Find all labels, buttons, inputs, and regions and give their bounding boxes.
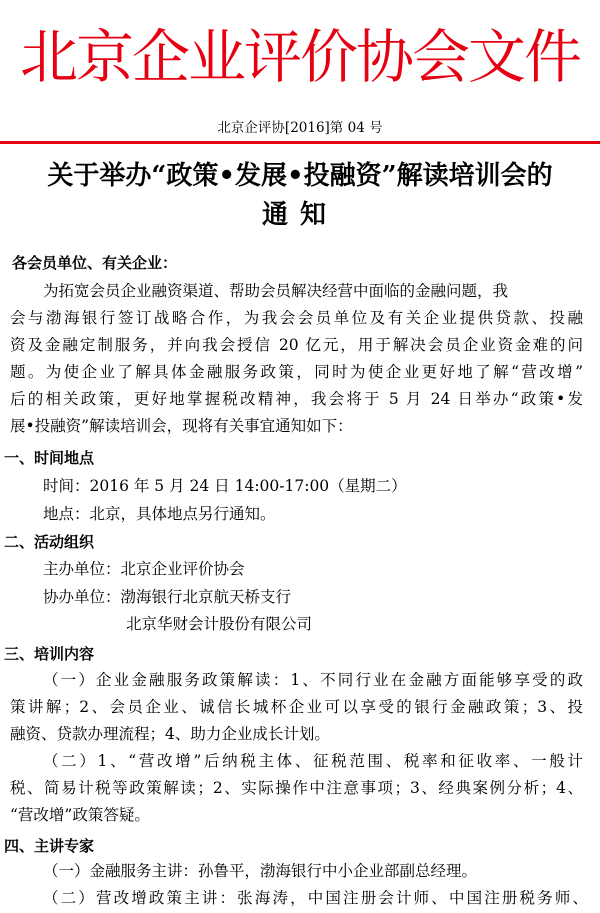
section-heading-speakers: 四、主讲专家 — [4, 837, 95, 855]
section-line: 主办单位：北京企业评价协会 — [43, 560, 245, 578]
section-line: 协办单位：渤海银行北京航天桥支行 — [43, 588, 292, 606]
section-line: （一）企业金融服务政策解读：1、不同行业在金融方面能够享受的政 — [43, 671, 583, 689]
section-line: 策讲解；2、会员企业、诚信长城杯企业可以享受的银行金融政策；3、投 — [10, 698, 583, 716]
red-divider-line — [0, 141, 600, 144]
section-line: 融资、贷款办理流程；4、助力企业成长计划。 — [10, 725, 330, 743]
intro-line: 题。为使企业了解具体金融服务政策，同时为使企业更好地了解“营改增” — [10, 363, 583, 381]
section-line: 北京华财会计股份有限公司 — [126, 615, 313, 633]
section-heading-training-content: 三、培训内容 — [4, 645, 95, 663]
section-line: 税、简易计税等政策解读；2、实际操作中注意事项；3、经典案例分析；4、 — [10, 779, 583, 797]
org-masthead-title: 北京企业评价协会文件 — [20, 23, 581, 91]
section-line: （一）金融服务主讲：孙鲁平，渤海银行中小企业部副总经理。 — [43, 862, 478, 880]
section-line: 时间：2016 年 5 月 24 日 14:00-17:00（星期二） — [43, 477, 407, 495]
intro-line: 会与渤海银行签订战略合作，为我会会员单位及有关企业提供贷款、投融 — [10, 309, 583, 327]
intro-line: 为拓宽会员企业融资渠道、帮助会员解决经营中面临的金融问题，我 — [43, 282, 509, 300]
intro-line: 展•投融资”解读培训会，现将有关事宜通知如下： — [10, 417, 353, 435]
notice-title-line-2: 通知 — [261, 200, 338, 230]
intro-line: 资及金融定制服务，并向我会授信 20 亿元，用于解决会员企业资金难的问 — [10, 336, 583, 354]
section-heading-time-place: 一、时间地点 — [4, 449, 95, 467]
section-line: （二）1、“营改增”后纳税主体、征税范围、税率和征收率、一般计 — [43, 752, 583, 770]
section-line: “营改增”政策答疑。 — [10, 806, 150, 824]
salutation: 各会员单位、有关企业： — [12, 254, 178, 272]
section-line: 地点：北京，具体地点另行通知。 — [43, 505, 276, 523]
section-line: （二）营改增政策主讲：张海涛，中国注册会计师、中国注册税务师、 — [43, 889, 588, 907]
document-number: 北京企评协[2016]第 04 号 — [217, 120, 383, 136]
section-heading-organization: 二、活动组织 — [4, 533, 95, 551]
intro-line: 后的相关政策，更好地掌握税改精神，我会将于 5 月 24 日举办“政策•发 — [10, 390, 583, 408]
notice-title-line-1: 关于举办“政策•发展•投融资”解读培训会的 — [47, 161, 553, 191]
